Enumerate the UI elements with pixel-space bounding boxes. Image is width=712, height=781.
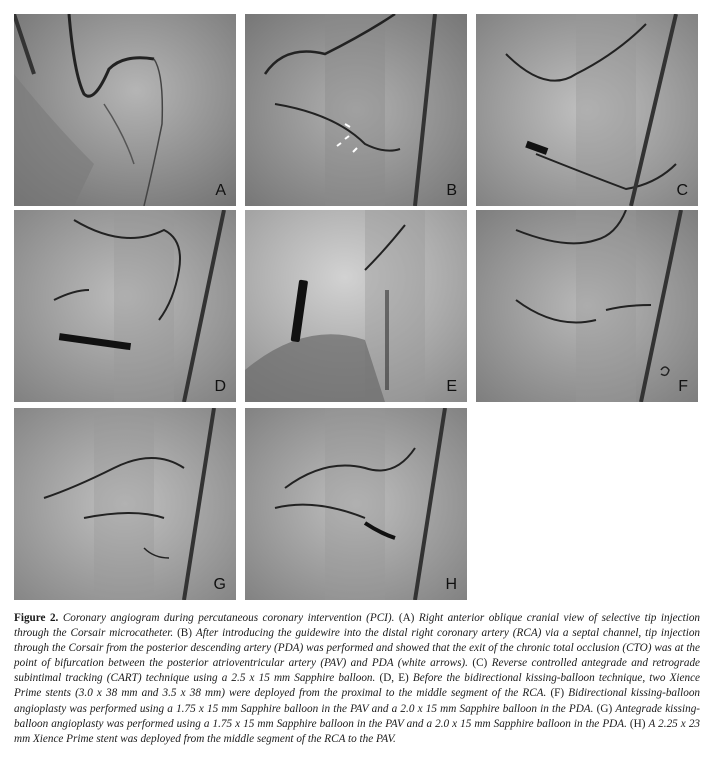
caption-text-de: Before the bidirectional kissing-balloon technique, two Xience Prime stents (3.0 x 38 mm and 3.5 x 38 mm) were deployed from the proximal to the middle segment of the RCA. — [14, 672, 701, 700]
angiogram-image-b — [245, 14, 467, 206]
angiogram-image-a — [14, 14, 236, 206]
caption-text-a: Right anterior oblique cranial view of selective tip injection through the Corsair microcatheter. — [14, 612, 701, 640]
angiogram-image-d — [14, 210, 236, 402]
caption-text-h: A 2.25 x 23 mm Xience Prime stent was deployed from the middle segment of the RCA to the PAV. — [14, 717, 701, 745]
caption-tag-c: (C) — [472, 657, 488, 670]
angiogram-panel-h — [245, 408, 467, 600]
angiogram-panel-b — [245, 14, 467, 206]
caption-text-c: Reverse controlled antegrade and retrograde subintimal tracking (CART) technique using a 2.5 x 15 mm Sapphire balloon. — [14, 657, 701, 685]
panel-letter-d: D — [214, 378, 226, 395]
caption-tag-f: (F) — [550, 687, 565, 700]
caption-tag-h: (H) — [629, 717, 646, 730]
figure-label: Figure 2. — [14, 612, 59, 624]
angiogram-panel-e — [245, 210, 467, 402]
panel-letter-f: F — [678, 378, 688, 395]
angiogram-image-e — [245, 210, 467, 402]
caption-text-b: After introducing the guidewire into the distal right coronary artery (RCA) via a septal channel, tip injection through the Corsair from the posterior descending artery (PDA) was performed and showed that the exit of the chronic total occlusion (CTO) was at the point of bifurcation between the posterior atrioventricular artery (PAV) and PDA (white arrows). — [14, 627, 701, 670]
figure-caption — [14, 611, 700, 747]
angiogram-panel-f — [476, 210, 698, 402]
caption-text-g: Antegrade kissing-balloon angioplasty was performed using a 1.75 x 15 mm Sapphire balloon in the PAV and a 2.0 x 15 mm Sapphire balloon in the PDA. — [14, 702, 701, 730]
angiogram-panel-g — [14, 408, 236, 600]
panel-letter-a: A — [215, 182, 226, 199]
panel-letter-b: B — [446, 182, 457, 199]
caption-text-f: Bidirectional kissing-balloon angioplasty was performed using a 1.75 x 15 mm Sapphire balloon in the PAV and a 2.0 x 15 mm Sapphire balloon in the PDA. — [14, 687, 701, 715]
panel-letter-h: H — [445, 576, 457, 593]
angiogram-image-c — [476, 14, 698, 206]
angiogram-image-h — [245, 408, 467, 600]
angiogram-panel-a — [14, 14, 236, 206]
angiogram-image-f — [476, 210, 698, 402]
caption-tag-g: (G) — [596, 702, 613, 715]
panel-letter-e: E — [446, 378, 457, 395]
caption-tag-de: (D, E) — [379, 672, 409, 685]
caption-tag-b: (B) — [177, 627, 192, 640]
angiogram-panel-c — [476, 14, 698, 206]
angiogram-panel-d — [14, 210, 236, 402]
figure-title: Coronary angiogram during percutaneous coronary intervention (PCI). — [62, 612, 395, 624]
panel-letter-c: C — [676, 182, 688, 199]
angiogram-image-g — [14, 408, 236, 600]
caption-tag-a: (A) — [398, 612, 415, 624]
panel-letter-g: G — [213, 576, 226, 593]
